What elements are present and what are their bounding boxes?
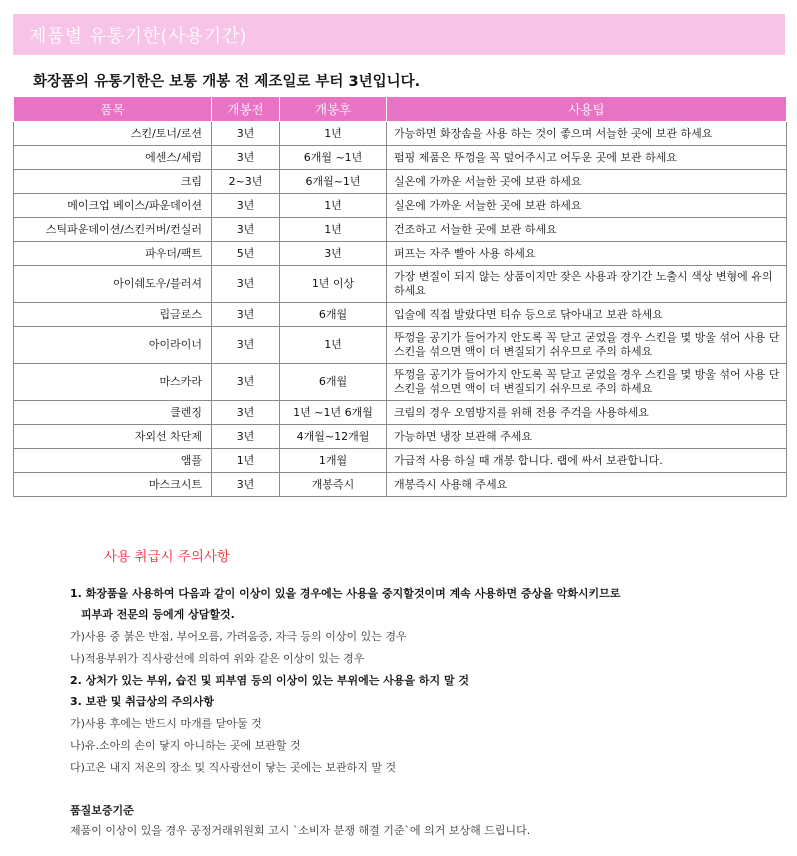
caution-line: 1. 화장품을 사용하여 다음과 같이 이상이 있을 경우에는 사용을 중지할것이며 계속 사용하면 증상을 악화시키므로 <box>70 587 621 600</box>
table-row <box>14 303 787 327</box>
item-cell: 마스카라 <box>14 364 212 401</box>
table-row <box>14 364 787 401</box>
header-usage-tip: 사용팁 <box>387 97 787 122</box>
after-opening-cell: 1년 <box>280 194 387 218</box>
after-opening-cell: 1년 이상 <box>280 266 387 303</box>
item-cell: 자외선 차단제 <box>14 425 212 449</box>
item-cell: 립글로스 <box>14 303 212 327</box>
after-opening-cell: 4개월~12개월 <box>280 425 387 449</box>
table-row <box>14 170 787 194</box>
caution-line: 다)고온 내지 저온의 장소 및 직사광선이 닿는 곳에는 보관하지 말 것 <box>70 761 397 774</box>
table-row <box>14 194 787 218</box>
caution-title: 사용 취급시 주의사항 <box>104 549 230 565</box>
item-cell: 마스크시트 <box>14 473 212 497</box>
caution-line: 나)유.소아의 손이 닿지 아니하는 곳에 보관할 것 <box>70 739 301 752</box>
usage-tip-cell: 가급적 사용 하실 때 개봉 합니다. 랩에 싸서 보관합니다. <box>387 449 787 473</box>
usage-tip-cell: 입술에 직접 발랐다면 티슈 등으로 닦아내고 보관 하세요 <box>387 303 787 327</box>
table-row <box>14 242 787 266</box>
table-row <box>14 122 787 146</box>
table-header-row <box>14 97 787 122</box>
after-opening-cell: 1년 <box>280 122 387 146</box>
caution-line: 나)적용부위가 직사광선에 의하여 위와 같은 이상이 있는 경우 <box>70 652 365 665</box>
usage-tip-cell: 실온에 가까운 서늘한 곳에 보관 하세요 <box>387 194 787 218</box>
before-opening-cell: 1년 <box>212 449 280 473</box>
before-opening-cell: 2~3년 <box>212 170 280 194</box>
caution-line: 3. 보관 및 취급상의 주의사항 <box>70 695 215 708</box>
caution-line: 가)사용 중 붉은 반점, 부어오름, 가려움증, 자극 등의 이상이 있는 경우 <box>70 630 407 643</box>
before-opening-cell: 3년 <box>212 327 280 364</box>
after-opening-cell: 6개월 <box>280 303 387 327</box>
after-opening-cell: 3년 <box>280 242 387 266</box>
usage-tip-cell: 크림의 경우 오염방지를 위해 전용 주걱을 사용하세요 <box>387 401 787 425</box>
item-cell: 메이크업 베이스/파운데이션 <box>14 194 212 218</box>
before-opening-cell: 3년 <box>212 266 280 303</box>
item-cell: 에센스/세럼 <box>14 146 212 170</box>
usage-tip-cell: 가장 변질이 되지 않는 상품이지만 잦은 사용과 장기간 노출시 색상 변형에 유의 하세요 <box>387 266 787 303</box>
table-row <box>14 266 787 303</box>
after-opening-cell: 6개월 <box>280 364 387 401</box>
usage-tip-cell: 뚜껑을 공기가 들어가지 안도록 꼭 닫고 굳었을 경우 스킨을 몇 방울 섞어 사용 단 스킨을 섞으면 액이 더 변질되기 쉬우므로 주의 하세요 <box>387 327 787 364</box>
item-cell: 클렌징 <box>14 401 212 425</box>
usage-tip-cell: 가능하면 화장솜을 사용 하는 것이 좋으며 서늘한 곳에 보관 하세요 <box>387 122 787 146</box>
after-opening-cell: 6개월 ~1년 <box>280 146 387 170</box>
table-row <box>14 425 787 449</box>
header-item: 품목 <box>14 97 212 122</box>
header-after-opening: 개봉후 <box>280 97 387 122</box>
before-opening-cell: 3년 <box>212 425 280 449</box>
table-row <box>14 146 787 170</box>
item-cell: 앰플 <box>14 449 212 473</box>
before-opening-cell: 3년 <box>212 303 280 327</box>
before-opening-cell: 3년 <box>212 473 280 497</box>
before-opening-cell: 5년 <box>212 242 280 266</box>
item-cell: 파우더/팩트 <box>14 242 212 266</box>
table-row <box>14 327 787 364</box>
header-before-opening: 개봉전 <box>212 97 280 122</box>
usage-tip-cell: 건조하고 서늘한 곳에 보관 하세요 <box>387 218 787 242</box>
caution-line: 2. 상처가 있는 부위, 습진 및 피부염 등의 이상이 있는 부위에는 사용을 하지 말 것 <box>70 674 470 687</box>
before-opening-cell: 3년 <box>212 146 280 170</box>
usage-tip-cell: 뚜껑을 공기가 들어가지 안도록 꼭 닫고 굳었을 경우 스킨을 몇 방울 섞어 사용 단 스킨을 섞으면 액이 더 변질되기 쉬우므로 주의 하세요 <box>387 364 787 401</box>
after-opening-cell: 1년 <box>280 218 387 242</box>
usage-tip-cell: 실온에 가까운 서늘한 곳에 보관 하세요 <box>387 170 787 194</box>
quality-text: 제품이 이상이 있을 경우 공정거래위원회 고시 `소비자 분쟁 해결 기준`에 의거 보상해 드립니다. <box>70 824 531 837</box>
banner-title: 제품별 유통기한(사용기간) <box>29 25 248 47</box>
table-row <box>14 401 787 425</box>
page-banner <box>13 14 785 55</box>
before-opening-cell: 3년 <box>212 218 280 242</box>
table-row <box>14 449 787 473</box>
after-opening-cell: 6개월~1년 <box>280 170 387 194</box>
shelf-life-table <box>13 96 787 497</box>
after-opening-cell: 1개월 <box>280 449 387 473</box>
table-row <box>14 218 787 242</box>
after-opening-cell: 1년 ~1년 6개월 <box>280 401 387 425</box>
after-opening-cell: 1년 <box>280 327 387 364</box>
headline: 화장품의 유통기한은 보통 개봉 전 제조일로 부터 3년입니다. <box>33 74 421 90</box>
caution-line: 피부과 전문의 등에게 상담할것. <box>81 608 235 621</box>
before-opening-cell: 3년 <box>212 122 280 146</box>
usage-tip-cell: 퍼프는 자주 빨아 사용 하세요 <box>387 242 787 266</box>
usage-tip-cell: 펌핑 제품은 뚜껑을 꼭 덮어주시고 어두운 곳에 보관 하세요 <box>387 146 787 170</box>
item-cell: 크림 <box>14 170 212 194</box>
after-opening-cell: 개봉즉시 <box>280 473 387 497</box>
usage-tip-cell: 개봉즉시 사용해 주세요 <box>387 473 787 497</box>
item-cell: 아이쉐도우/블러셔 <box>14 266 212 303</box>
quality-title: 품질보증기준 <box>70 804 134 817</box>
caution-line: 가)사용 후에는 반드시 마개를 닫아둘 것 <box>70 717 262 730</box>
table-body <box>14 122 787 497</box>
table-row <box>14 473 787 497</box>
item-cell: 스틱파운데이션/스킨커버/컨실러 <box>14 218 212 242</box>
item-cell: 아이라이너 <box>14 327 212 364</box>
item-cell: 스킨/토너/로션 <box>14 122 212 146</box>
usage-tip-cell: 가능하면 냉장 보관해 주세요 <box>387 425 787 449</box>
before-opening-cell: 3년 <box>212 401 280 425</box>
before-opening-cell: 3년 <box>212 364 280 401</box>
before-opening-cell: 3년 <box>212 194 280 218</box>
